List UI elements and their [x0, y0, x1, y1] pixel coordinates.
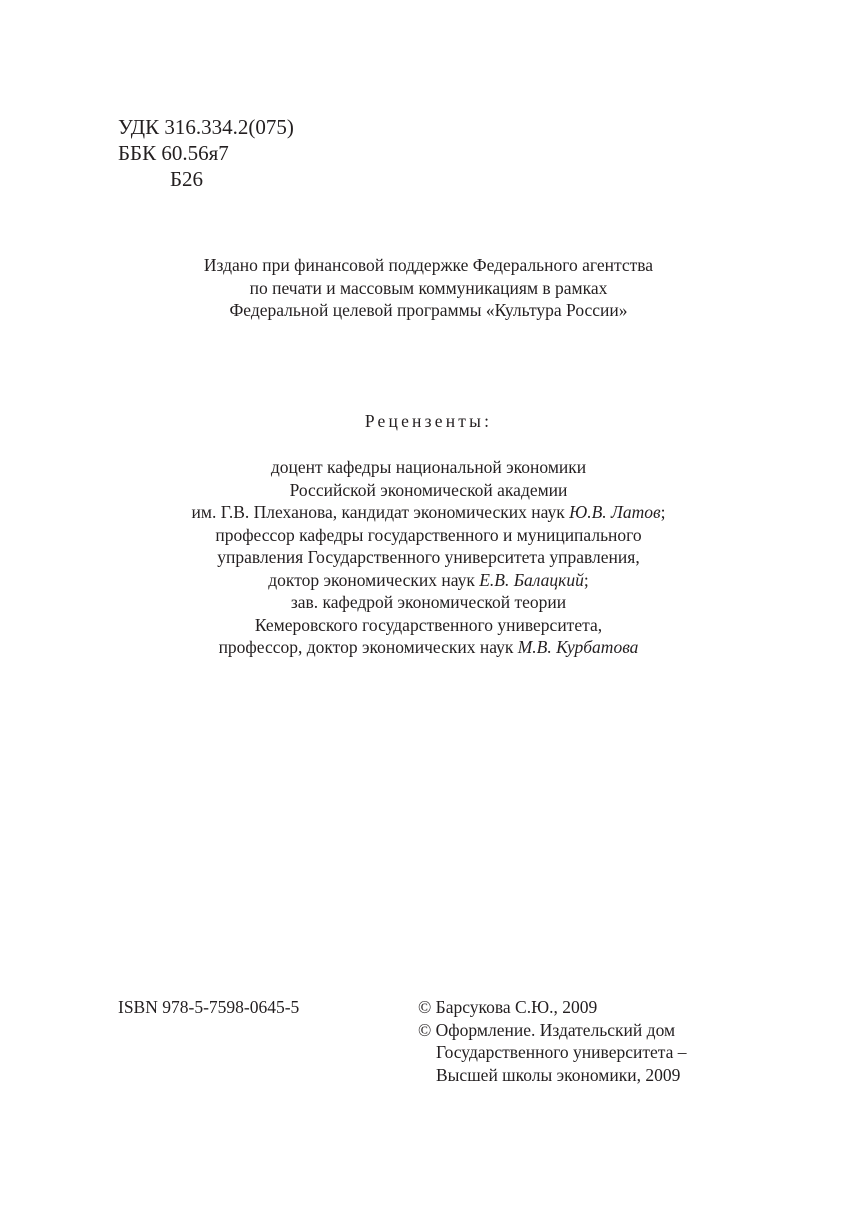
reviewer-name: Ю.В. Латов	[569, 502, 661, 522]
reviewer-credentials: доктор экономических наук	[268, 569, 480, 590]
punctuation: ;	[660, 502, 666, 522]
reviewer-line: управления Государственного университета управления,	[217, 547, 640, 567]
reviewer-line	[0, 636, 857, 659]
funding-note	[0, 254, 857, 322]
funding-line: по печати и массовым коммуникациям в рамках	[249, 277, 608, 298]
classification-block	[118, 114, 294, 192]
copyright-line: Государственного университета –	[436, 1042, 687, 1062]
reviewers-list	[0, 456, 857, 659]
udk-code: УДК 316.334.2(075)	[118, 115, 294, 139]
author-mark: Б26	[170, 167, 204, 191]
reviewer-line: зав. кафедрой экономической теории	[290, 592, 567, 612]
reviewer-line: Кемеровского государственного университета,	[254, 614, 603, 635]
reviewer-line: доцент кафедры национальной экономики	[270, 457, 587, 477]
copyright-line: © Барсукова С.Ю., 2009	[418, 997, 598, 1017]
reviewers-heading: Рецензенты:	[364, 411, 493, 431]
reviewer-name: Е.В. Балацкий	[479, 569, 584, 590]
funding-line: Федеральной целевой программы «Культура России»	[229, 300, 628, 320]
copyright-line: Высшей школы экономики, 2009	[436, 1064, 681, 1085]
bbk-code: ББК 60.56я7	[118, 141, 229, 165]
copyright-block	[418, 996, 687, 1086]
funding-line: Издано при финансовой поддержке Федерального агентства	[203, 255, 654, 275]
reviewer-name: М.В. Курбатова	[517, 637, 639, 657]
reviewer-credentials: им. Г.В. Плеханова, кандидат экономических наук	[191, 502, 570, 522]
punctuation: ;	[583, 569, 589, 590]
reviewer-line	[0, 501, 857, 524]
reviewer-line: профессор кафедры государственного и муниципального	[215, 524, 642, 545]
reviewer-line: Российской экономической академии	[289, 479, 568, 500]
isbn: ISBN 978-5-7598-0645-5	[118, 997, 300, 1017]
copyright-line: © Оформление. Издательский дом	[418, 1019, 676, 1040]
reviewer-credentials: профессор, доктор экономических наук	[218, 637, 518, 657]
reviewer-line	[0, 569, 857, 592]
